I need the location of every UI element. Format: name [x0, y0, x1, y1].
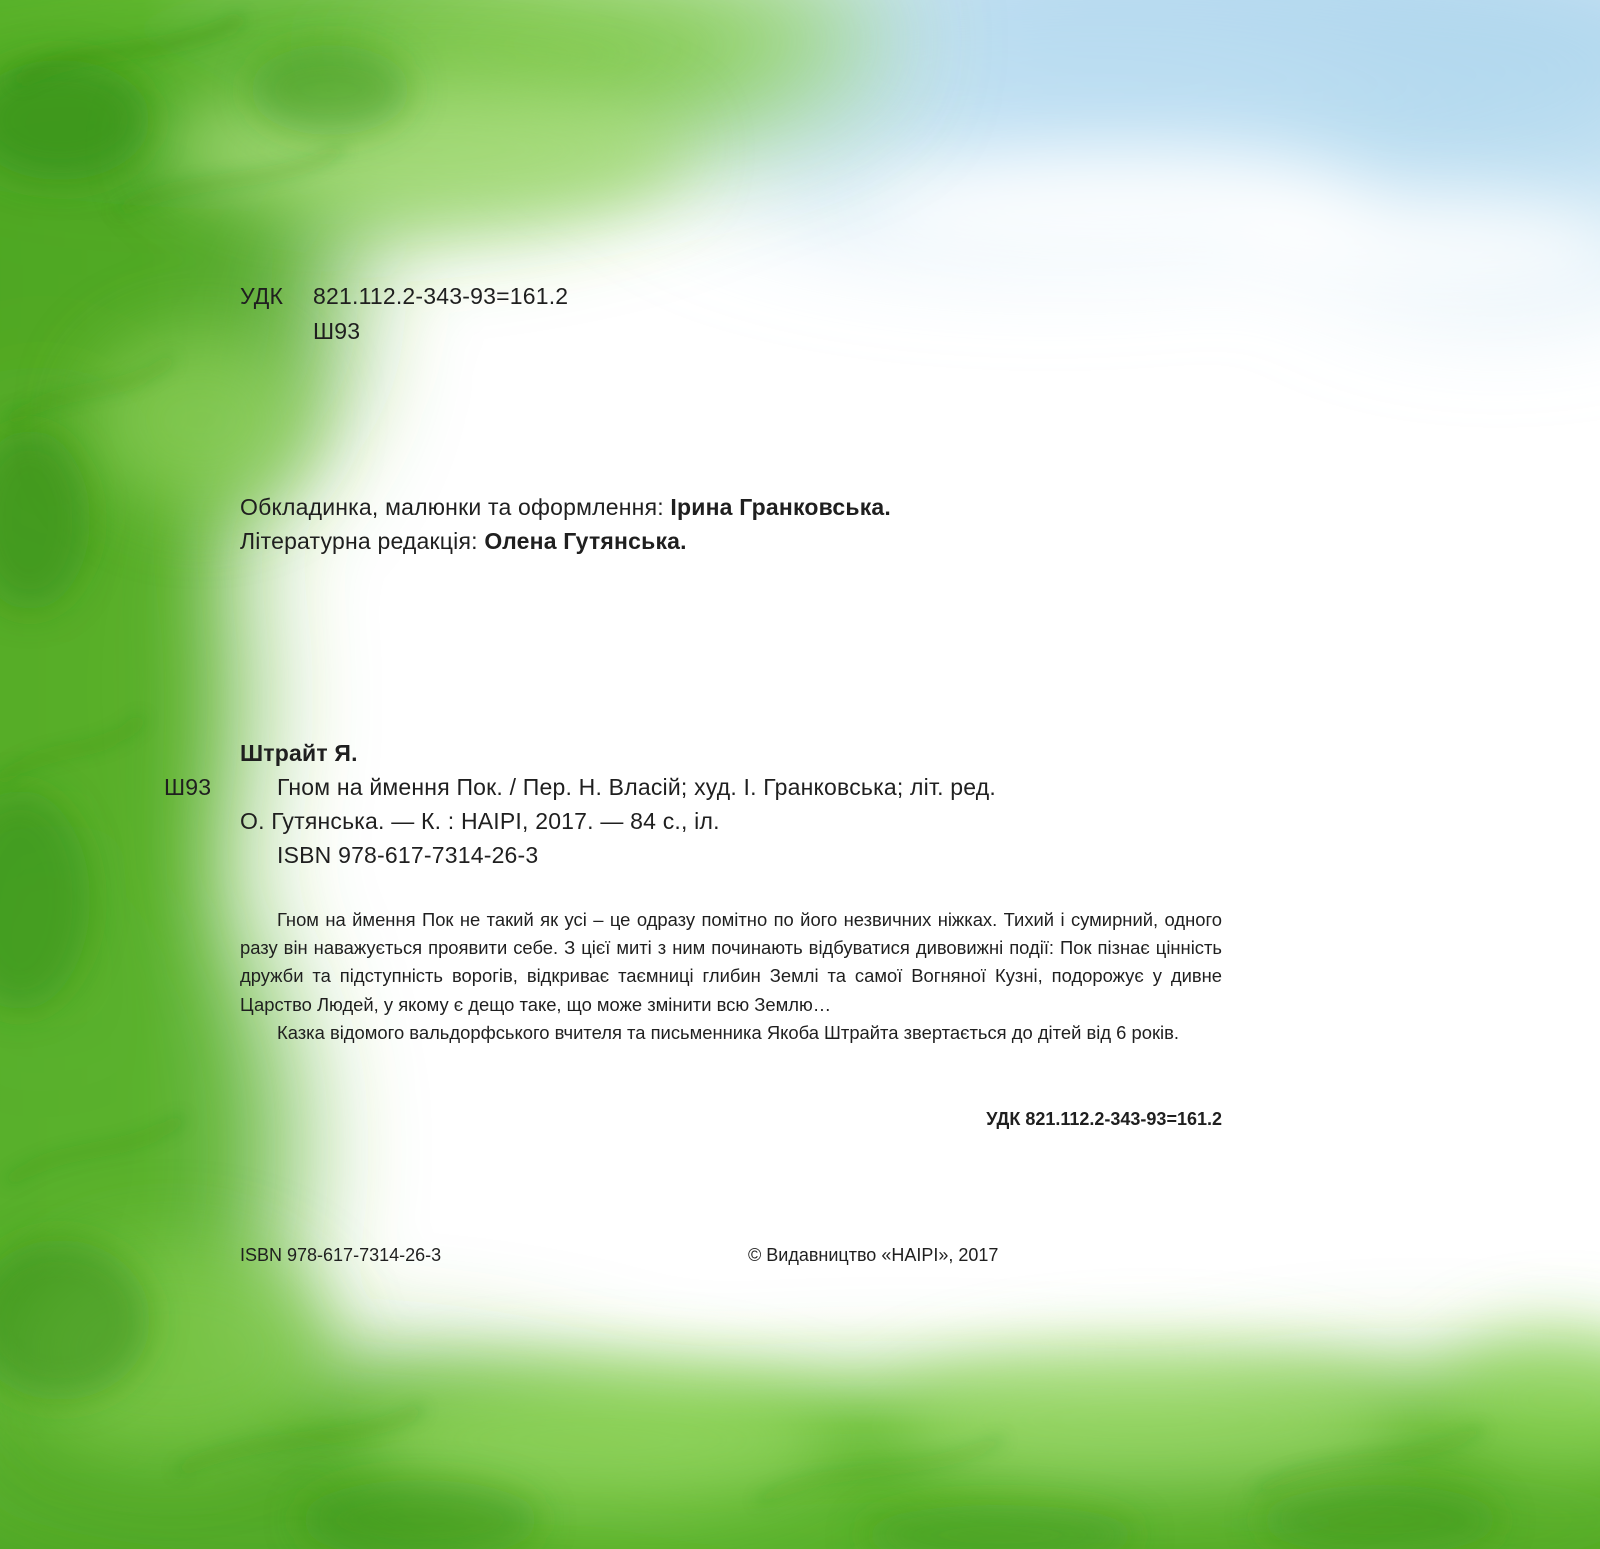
catalog-line-2: О. Гутянська. — К. : НАІРІ, 2017. — 84 с., іл.	[240, 808, 720, 834]
udk-label: УДК	[240, 283, 284, 309]
catalog-cutter: Ш93	[164, 774, 212, 800]
catalog-line-1: Гном на ймення Пок. / Пер. Н. Власій; худ. І. Гранковська; літ. ред.	[277, 774, 996, 800]
credit-editor-name: Олена Гутянська.	[484, 528, 687, 554]
udk-footer: УДК 821.112.2-343-93=161.2	[986, 1109, 1222, 1129]
credit-editor-role: Літературна редакція:	[240, 528, 478, 554]
summary-paragraph-2: Казка відомого вальдорфського вчителя та письменника Якоба Штрайта звертається до дітей від 6 років.	[277, 1021, 1179, 1043]
credit-illustration	[240, 494, 891, 521]
catalog-isbn: ISBN 978-617-7314-26-3	[277, 842, 539, 868]
credit-illustration-name: Ірина Гранковська.	[670, 494, 892, 520]
bottom-isbn: ISBN 978-617-7314-26-3	[240, 1245, 442, 1265]
credit-illustration-role: Обкладинка, малюнки та оформлення:	[240, 494, 664, 520]
catalog-author: Штрайт Я.	[240, 740, 358, 766]
copyright: © Видавництво «НАІРІ», 2017	[748, 1245, 999, 1265]
credit-editor	[240, 528, 687, 555]
summary-paragraph-1: Гном на ймення Пок не такий як усі – це одразу помітно по його незвичних ніжках. Тихий і сумирний, одного разу він наважується проявити себе. З цієї миті з ним починають відбуватися дивовижні події: Пок пізнає цінність дружби та підступність ворогів, відкриває таємниці глибин Землі та самої Вогняної Кузні, подорожує у дивне Царство Людей, у якому є дещо таке, що може змінити всю Землю…	[240, 909, 1222, 1015]
book-summary	[240, 906, 1222, 1047]
udk-cutter: Ш93	[313, 318, 361, 344]
udk-code: 821.112.2-343-93=161.2	[313, 283, 569, 309]
